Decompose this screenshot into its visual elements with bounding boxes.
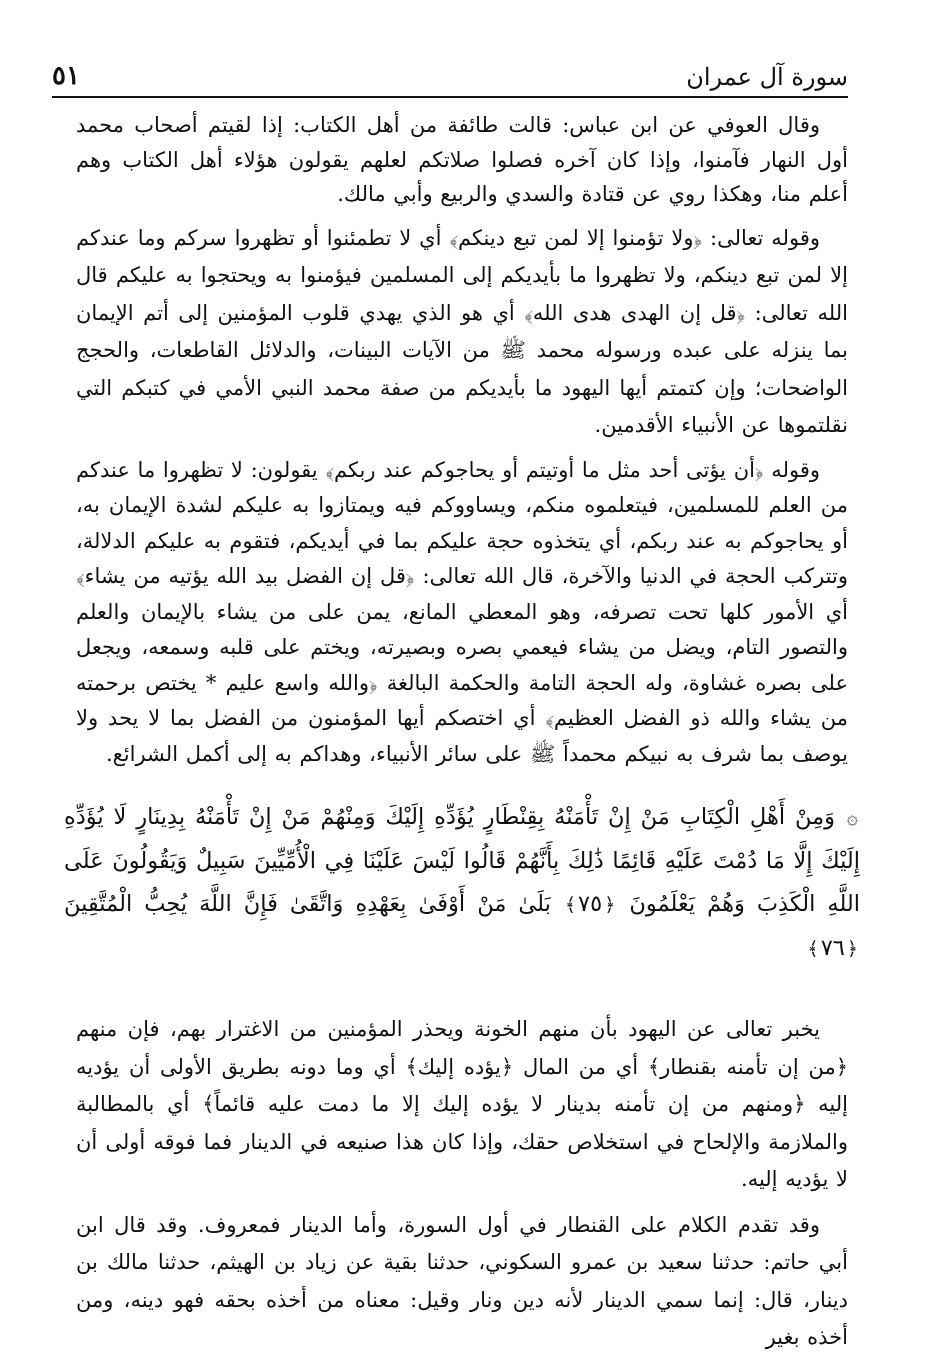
verse-end-ornament-icon: ﴿ — [846, 938, 858, 960]
verse-75-text: وَمِنْ أَهْلِ الْكِتَابِ مَنْ إِنْ تَأْمَنْهُ بِقِنْطَارٍ يُؤَدِّهِ إِلَيْكَ وَمِنْهُمْ مَنْ إِنْ تَأْمَنْهُ بِدِينَارٍ لَا يُؤَدِّهِ إِلَيْكَ إِلَّا مَا دُمْتَ عَلَيْهِ قَائِمًا ذَٰلِكَ بِأَنَّهُمْ قَالُوا لَيْسَ عَلَيْنَا فِي الْأُمِّيِّينَ سَبِيلٌ وَيَقُولُونَ عَلَى اللَّهِ الْكَذِبَ وَهُمْ يَعْلَمُونَ — [64, 804, 860, 917]
paragraph-dinar-explanation: وقد تقدم الكلام على القنطار في أول السورة، وأما الدينار فمعروف. وقد قال ابن أبي حاتم: حدثنا سعيد بن عمرو السكوني، حدثنا بقية عن زياد بن الهيثم، حدثنا مالك بن دينار، قال: إنما سمي الدينار لأنه دين ونار وقيل: معناه من أخذه بحقه فهو دينه، ومن أخذه بغير — [76, 1212, 848, 1349]
surah-title: سورة آل عمران — [686, 63, 848, 91]
verse-end-ornament-icon: ﴿ — [604, 894, 616, 916]
paragraph-do-not-believe: وقوله تعالى: ﴿ولا تؤمنوا إلا لمن تبع دينكم﴾ أي لا تطمئنوا أو تظهروا سركم وما عندكم إلا لمن تبع دينكم، ولا تظهروا ما بأيديكم إلى المسلمين فيؤمنوا به ويحتجوا به عليكم قال الله تعالى: ﴿قل إن الهدى هدى الله﴾ أي هو الذي يهدي قلوب المؤمنين إلى أتم الإيمان بما ينزله على عبده ورسوله محمد ﷺ من الآيات البينات، والدلائل القاطعات، والحجج الواضحات؛ وإن كتمتم أيها اليهود ما بأيديكم من صفة محمد النبي الأمي في كتبكم التي نقلتموها عن الأنبياء الأقدمين. — [76, 225, 848, 437]
paragraph-bounty-of-allah: وقوله ﴿أن يؤتى أحد مثل ما أوتيتم أو يحاجوكم عند ربكم﴾ يقولون: لا تظهروا ما عندكم من العلم للمسلمين، فيتعلموه منكم، ويساووكم فيه ويمتازوا به عليكم لشدة الإيمان به، أو يحاجوكم به عند ربكم، أي يتخذوه حجة عليكم بما في أيديكم، فتقوم به عليكم الدلالة، وتتركب الحجة في الدنيا والآخرة، قال الله تعالى: ﴿قل إن الفضل بيد الله يؤتيه من يشاء﴾ أي الأمور كلها تحت تصرفه، وهو المعطي المانع، يمن على من يشاء بالإيمان والعلم والتصور التام، ويضل من يشاء فيعمي بصره وبصيرته، ويختم على قلبه وسمعه، ويجعل على بصره غشاوة، وله الحجة التامة والحكمة البالغة ﴿والله واسع عليم * يختص برحمته من يشاء والله ذو الفضل العظيم﴾ أي اختصكم أيها المؤمنون من الفضل بما لا يحد ولا يوصف بما شرف به نبيكم محمداً ﷺ على سائر الأنبياء، وهداكم به إلى أكمل الشرائع. — [76, 457, 848, 766]
page-header — [52, 54, 848, 98]
page-body — [64, 108, 860, 1365]
verse-76-text: بَلَىٰ مَنْ أَوْفَىٰ بِعَهْدِهِ وَاتَّقَىٰ فَإِنَّ اللَّهَ يُحِبُّ الْمُتَّقِينَ — [64, 891, 551, 917]
verse-75-marker: ٧٥ — [578, 891, 603, 917]
verse-76-marker: ٧٦ — [820, 935, 845, 961]
verse-start-ornament-icon: ۞ — [846, 807, 858, 829]
page-number: ٥١ — [52, 61, 80, 91]
paragraph-awfi-narration: وقال العوفي عن ابن عباس: قالت طائفة من أهل الكتاب: إذا لقيتم أصحاب محمد أول النهار فآمنوا، وإذا كان آخره فصلوا صلاتكم لعلهم يقولون هؤلاء أهل الكتاب وهم أعلم منا، وهكذا روي عن قتادة والسدي والربيع وأبي مالك. — [76, 113, 848, 206]
quran-verse-block: ۞ وَمِنْ أَهْلِ الْكِتَابِ مَنْ إِنْ تَأْمَنْهُ بِقِنْطَارٍ يُؤَدِّهِ إِلَيْكَ وَمِنْهُمْ مَنْ إِنْ تَأْمَنْهُ بِدِينَارٍ لَا يُؤَدِّهِ إِلَيْكَ إِلَّا مَا دُمْتَ عَلَيْهِ قَائِمًا ذَٰلِكَ بِأَنَّهُمْ قَالُوا لَيْسَ عَلَيْنَا فِي الْأُمِّيِّينَ سَبِيلٌ وَيَقُولُونَ عَلَى اللَّهِ الْكَذِبَ وَهُمْ يَعْلَمُونَ ﴿٧٥﴾ بَلَىٰ مَنْ أَوْفَىٰ بِعَهْدِهِ وَاتَّقَىٰ فَإِنَّ اللَّهَ يُحِبُّ الْمُتَّقِينَ ﴿٧٦﴾ — [64, 804, 860, 961]
paragraph-jews-betrayal: يخبر تعالى عن اليهود بأن منهم الخونة ويحذر المؤمنين من الاغترار بهم، فإن منهم ﴿من إن تأمنه بقنطار﴾ أي من المال ﴿يؤده إليك﴾ أي وما دونه بطريق الأولى أن يؤديه إليه ﴿ومنهم من إن تأمنه بدينار لا يؤده إليك إلا ما دمت عليه قائماً﴾ أي بالمطالبة والملازمة والإلحاح في استخلاص حقك، وإذا كان هذا صنيعه في الدينار فما فوقه أولى أن لا يؤديه إليه. — [76, 1017, 848, 1191]
